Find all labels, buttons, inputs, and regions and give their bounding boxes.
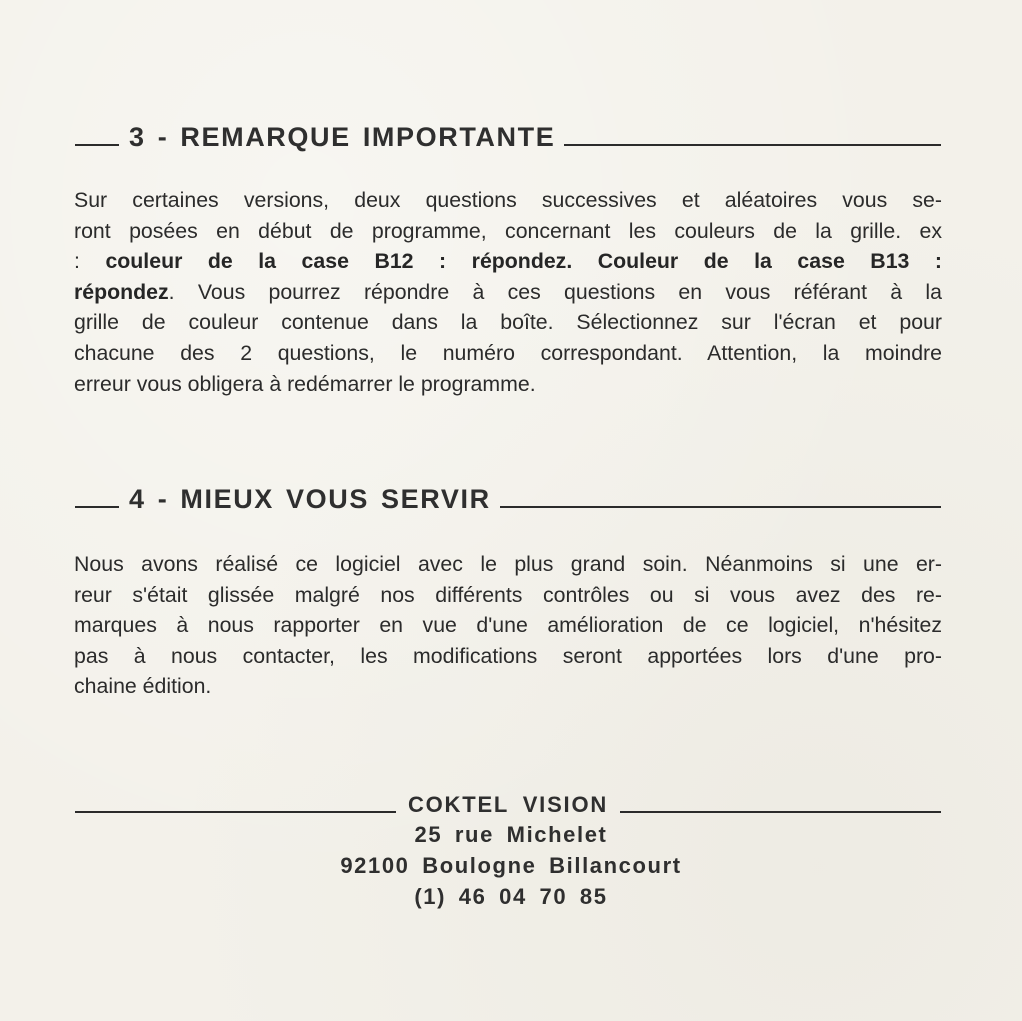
- section-3-title: 3 - REMARQUE IMPORTANTE: [129, 122, 556, 152]
- bold-example: couleur de la case B12 : répondez. Couleur de la case B13 :: [79, 249, 942, 274]
- heading-trail-rule: [500, 506, 941, 508]
- company-name: COKTEL VISION: [407, 792, 609, 817]
- heading-lead-rule: [75, 144, 119, 146]
- paragraph-line: ront posées en début de programme, concernant les couleurs de la grille. ex: [74, 218, 942, 243]
- footer-left-rule: [75, 811, 396, 813]
- heading-lead-rule: [75, 506, 119, 508]
- bold-answer: répondez: [74, 279, 169, 304]
- paragraph-line: Nous avons réalisé ce logiciel avec le plus grand soin. Néanmoins si une er-: [74, 552, 942, 576]
- footer-company-line: [75, 792, 941, 817]
- section-3-heading: [75, 112, 941, 152]
- paragraph-line: Sur certaines versions, deux questions successives et aléatoires vous se-: [74, 188, 942, 212]
- paragraph-line: [74, 246, 942, 277]
- line-prefix: :: [74, 249, 80, 274]
- address-city: 92100 Boulogne Billancourt: [340, 853, 682, 878]
- paragraph-line: chaine édition.: [74, 674, 212, 699]
- heading-trail-rule: [564, 144, 941, 146]
- paragraph-line: marques à nous rapporter en vue d'une amélioration de ce logiciel, n'hésitez: [74, 613, 942, 638]
- section-4-title: 4 - MIEUX VOUS SERVIR: [129, 484, 491, 514]
- section-4-paragraph: [74, 549, 942, 702]
- footer-right-rule: [620, 811, 941, 813]
- paragraph-line: [74, 277, 942, 308]
- section-4-heading: [75, 474, 941, 514]
- section-3-paragraph: [74, 185, 942, 399]
- paragraph-line: erreur vous obligera à redémarrer le programme.: [74, 371, 536, 396]
- paragraph-line: chacune des 2 questions, le numéro correspondant. Attention, la moindre: [74, 340, 942, 365]
- paragraph-line: reur s'était glissée malgré nos différents contrôles ou si vous avez des re-: [74, 582, 942, 607]
- paragraph-line: pas à nous contacter, les modifications seront apportées lors d'une pro-: [74, 643, 942, 668]
- line-rest: . Vous pourrez répondre à ces questions en vous référant à la: [168, 279, 942, 304]
- address-street: 25 rue Michelet: [414, 822, 608, 847]
- paragraph-line: grille de couleur contenue dans la boîte. Sélectionnez sur l'écran et pour: [74, 310, 942, 335]
- address-phone: (1) 46 04 70 85: [414, 884, 608, 909]
